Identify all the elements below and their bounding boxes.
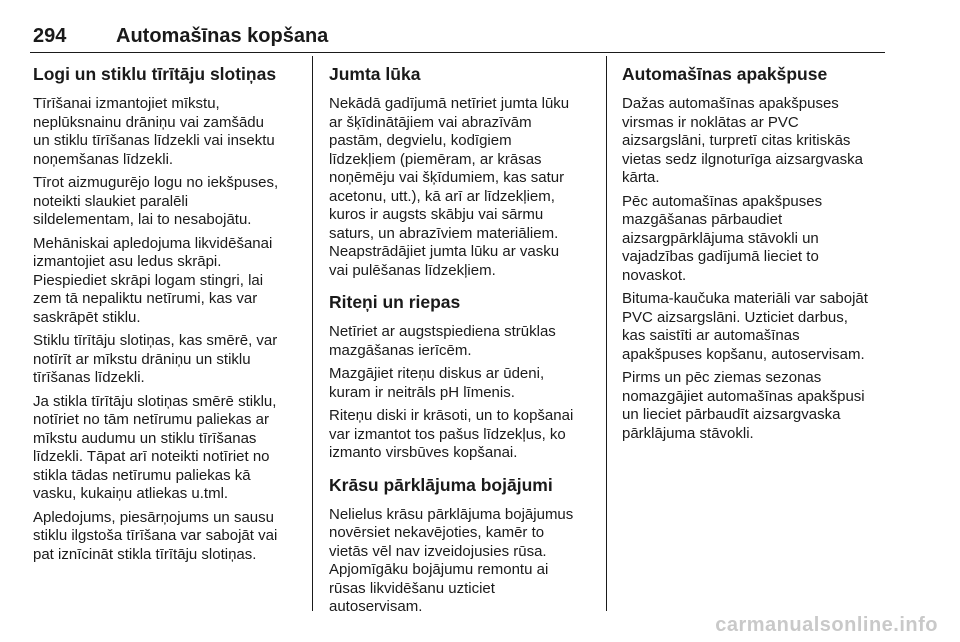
text-line: vajadzības gadījumā lieciet to	[622, 248, 819, 265]
text-line: Neapstrādājiet jumta lūku ar vasku	[329, 243, 560, 260]
section-heading: Riteņi un riepas	[329, 292, 461, 312]
text-line: pārklājuma stāvokli.	[622, 424, 754, 442]
text-line: zem tā nepaliktu netīrumi, kas var	[33, 290, 258, 307]
text-line: Apledojums, piesārņojums un sausu	[33, 508, 274, 526]
text-line: aizsargslāni, turpretī citas kritiskās	[622, 132, 851, 149]
page-header	[30, 20, 885, 53]
text-line: izmanto virsbūves kopšanai.	[329, 444, 518, 461]
text-line: pastām, degvielu, kodīgiem	[329, 132, 512, 149]
text-line: autoservisam.	[329, 598, 423, 612]
text-line: saskrāpēt stiklu.	[33, 308, 141, 326]
body-paragraph	[622, 193, 888, 286]
body-paragraph	[33, 95, 299, 169]
section-heading: Automašīnas apakšpuse	[622, 64, 828, 84]
text-line: Pirms un pēc ziemas sezonas	[622, 369, 822, 386]
text-line: kas saistīti ar automašīnas	[622, 327, 800, 344]
text-line: nomazgājiet automašīnas apakšpusi	[622, 387, 865, 405]
body-paragraph	[329, 323, 601, 360]
body-paragraph	[33, 509, 299, 565]
text-line: Riteņu diski ir krāsoti, un to kopšanai	[329, 407, 574, 424]
text-line: virsmas ir noklātas ar PVC	[622, 113, 799, 131]
text-line: Mehāniskai apledojuma likvidēšanai	[33, 234, 273, 252]
text-line: Nelielus krāsu pārklājuma bojājumus	[329, 505, 574, 523]
column-divider	[606, 56, 607, 611]
text-line: kuros ir augsts skābju vai sārmu	[329, 206, 544, 223]
column-1	[33, 62, 299, 612]
body-paragraph	[622, 369, 888, 443]
text-line: Stiklu tīrītāju slotiņas, kas smērē, var	[33, 332, 278, 349]
page-number: 294	[33, 25, 67, 47]
body-paragraph	[622, 290, 888, 364]
body-paragraph	[33, 393, 299, 504]
text-line: Bituma-kaučuka materiāli var sabojāt	[622, 290, 868, 307]
text-line: stiklu ilgstoša tīrīšana var sabojāt vai	[33, 527, 278, 544]
text-line: vasku, kukaiņu atliekas u.tml.	[33, 485, 229, 502]
running-title: Automašīnas kopšana	[116, 25, 329, 47]
text-line: rūsas likvidēšanu uzticiet	[329, 579, 495, 597]
text-line: mīkstu audumu un stiklu tīrīšanas	[33, 429, 257, 447]
text-line: Dažas automašīnas apakšpuses	[622, 95, 839, 112]
text-line: noteikti slaukiet paralēli	[33, 192, 189, 210]
body-paragraph	[329, 95, 601, 280]
text-line: kuram ir neitrāls pH līmenis.	[329, 383, 515, 401]
text-line: apakšpuses kopšanu, autoservisam.	[622, 345, 865, 363]
body-paragraph	[33, 235, 299, 328]
text-line: Nekādā gadījumā netīriet jumta lūku	[329, 95, 570, 112]
section-heading: Logi un stiklu tīrītāju slotiņas	[33, 64, 277, 84]
text-line: saturs, un abrazīviem materiāliem.	[329, 224, 559, 242]
text-line: novērsiet nekavējoties, kamēr to	[329, 524, 545, 541]
text-line: noņēmēju vai šķīdumiem, kas satur	[329, 169, 565, 186]
text-line: vietas sedz ilgnoturīga aizsargvaska	[622, 150, 863, 168]
text-line: sildelementam, lai to nesabojātu.	[33, 211, 252, 228]
text-line: tīrīšanas līdzekli.	[33, 369, 145, 386]
text-line: līdzekli. Tāpat arī noteikti notīriet no	[33, 448, 270, 465]
text-line: novaskot.	[622, 266, 687, 284]
body-paragraph	[329, 407, 601, 463]
text-line: mazgāšanas ierīcēm.	[329, 341, 472, 359]
body-paragraph	[622, 95, 888, 188]
body-paragraph	[33, 174, 299, 230]
column-3	[622, 62, 888, 612]
body-paragraph	[329, 365, 601, 402]
text-line: Piespiediet skrāpi logam stingri, lai	[33, 271, 264, 289]
text-line: stikla tādas netīrumu paliekas kā	[33, 466, 251, 484]
text-line: acetonu, utt.), kā arī ar līdzekļiem,	[329, 187, 555, 205]
text-line: Tīrot aizmugurējo logu no iekšpuses,	[33, 174, 279, 191]
text-line: pat iznīcināt stikla tīrītāju slotiņas.	[33, 545, 257, 563]
text-line: līdzekļiem (piemēram, ar krāsas	[329, 150, 542, 168]
text-line: un stiklu tīrīšanas līdzekli vai insektu	[33, 132, 275, 149]
watermark: carmanualsonline.info	[715, 614, 938, 636]
text-line: Apjomīgāku bojājumu remontu ai	[329, 561, 549, 578]
text-line: Netīriet ar augstspiediena strūklas	[329, 323, 556, 340]
column-divider	[312, 56, 313, 611]
text-line: neplūksnainu drāniņu vai zamšādu	[33, 113, 264, 131]
section-heading: Krāsu pārklājuma bojājumi	[329, 474, 553, 495]
text-line: notīriet no tām netīrumu paliekas ar	[33, 411, 269, 428]
text-line: izmantojiet asu ledus skrāpi.	[33, 253, 222, 270]
text-line: Pēc automašīnas apakšpuses	[622, 192, 823, 210]
text-line: noņemšanas līdzekli.	[33, 150, 174, 168]
text-line: un lieciet pārbaudīt aizsargvaska	[622, 406, 841, 423]
text-line: vietās vēl nav izveidojusies rūsa.	[329, 542, 547, 560]
text-line: ar šķīdinātājiem vai abrazīvām	[329, 113, 532, 131]
text-line: aizsargpārklājuma stāvokli un	[622, 229, 819, 247]
text-line: Tīrīšanai izmantojiet mīkstu,	[33, 95, 220, 112]
text-line: var izmantot tos pašus līdzekļus, ko	[329, 425, 566, 443]
section-heading: Jumta lūka	[329, 64, 421, 84]
text-line: Mazgājiet riteņu diskus ar ūdeni,	[329, 365, 545, 382]
text-line: vai pulēšanas līdzekļiem.	[329, 261, 496, 279]
text-line: kārta.	[622, 169, 660, 186]
text-line: notīrīt ar mīkstu drāniņu un stiklu	[33, 350, 251, 368]
text-line: Ja stikla tīrītāju slotiņas smērē stiklu,	[33, 392, 277, 410]
text-line: mazgāšanas pārbaudiet	[622, 211, 783, 228]
body-paragraph	[329, 506, 601, 613]
text-line: PVC aizsargslāni. Uzticiet darbus,	[622, 308, 848, 326]
column-2	[329, 62, 601, 612]
body-paragraph	[33, 332, 299, 388]
